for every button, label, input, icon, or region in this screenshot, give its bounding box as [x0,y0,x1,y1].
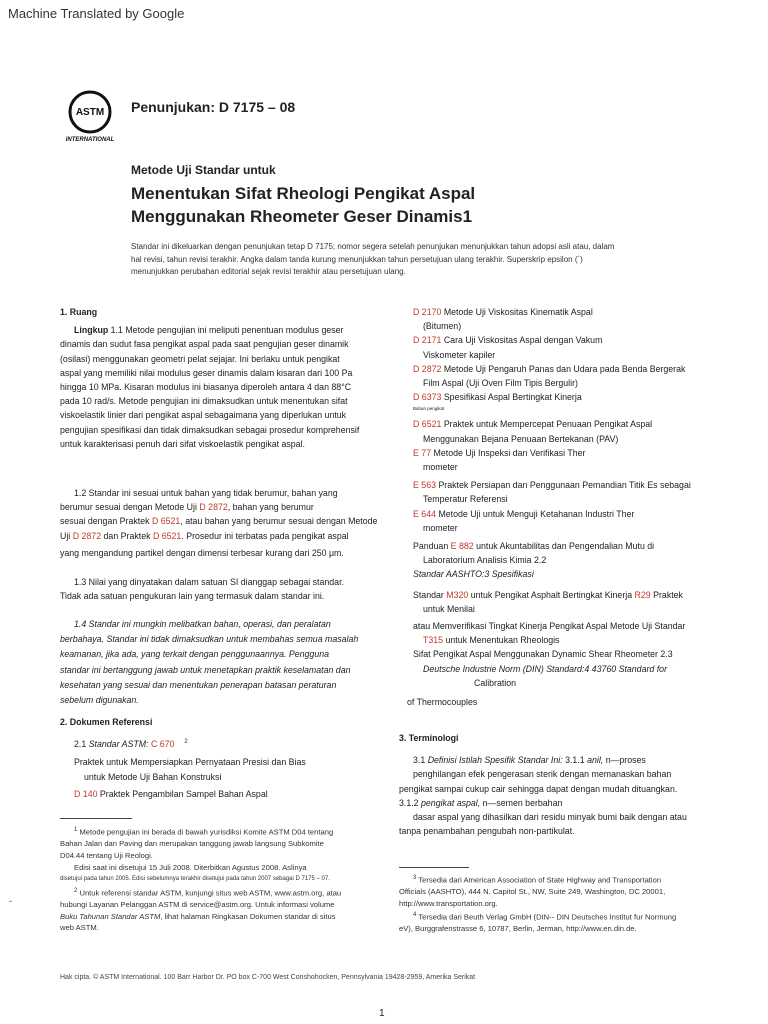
ref-item: T315 untuk Menentukan Rheologis [423,635,560,646]
ref-link-d2171[interactable]: D 2171 [413,335,442,346]
para-line: 1.2 Standar ini sesuai untuk bahan yang tidak berumur, bahan yang [74,488,338,498]
ref-title: untuk Metode Uji Bahan Konstruksi [84,771,222,782]
paragraph-1-2 [60,486,390,560]
footnote-rule [60,818,132,819]
para-line: sesuai dengan Praktek D 6521, atau bahan yang berumur sesuai dengan Metode [60,516,378,527]
ref-link-d2170[interactable]: D 2170 [413,307,442,317]
reference-list [399,305,719,709]
copyright-notice: Hak cipta. © ASTM International. 100 Barr Harbor Dr. PO box C-700 West Conshohocken, Pennsylvania 19428-2959, Amerika Serikat [60,974,476,981]
ref-title: of Thermocouples [407,697,478,708]
para-line: berumur sesuai dengan Metode Uji D 2872, bahan yang berumur [60,502,314,513]
para-line: penghilangan efek pengerasan sterik dengan memanaskan bahan [413,769,672,780]
designation: Penunjukan: D 7175 – 08 [131,99,296,115]
para-line: berbahaya. Standar ini tidak dimaksudkan untuk membahas semua masalah [60,634,359,645]
ref-link-r29[interactable]: R29 [634,589,651,600]
ref-link-d2872[interactable]: D 2872 [413,363,442,374]
ref-link-d6521[interactable]: D 6521 [413,419,442,430]
para-line: standar ini bertanggung jawab untuk menetapkan praktik keselamatan dan [60,664,351,675]
para-line: aspal yang memiliki nilai modulus geser dinamis dalam kisaran dari 100 Pa [60,367,353,378]
para-line: viskoelastik linier dari pengikat aspal sebagaimana yang diperlukan untuk [60,410,347,421]
ref-item: E 563 Praktek Persiapan dan Penggunaan Pemandian Titik Es sebagai [413,480,691,491]
ref-title: Viskometer kapiler [423,349,496,360]
ref-title: Laboratorium Analisis Kimia 2.2 [423,555,547,566]
logo-text: ASTM [75,107,105,118]
ref-item: D 6373 Spesifikasi Aspal Bertingkat Kinerja [413,392,582,403]
ref-title: Praktek untuk Mempersiapkan Pernyataan Presisi dan Bias [74,757,306,768]
para-line: dinamis dan sudut fasa pengikat aspal pada saat pengujian geser dinamik [60,339,349,350]
para-line: keamanan, jika ada, yang terkait dengan penggunaannya. Pengguna [60,649,330,660]
ref-link-t315[interactable]: T315 [423,635,444,646]
ref-title: Sifat Pengikat Aspal Menggunakan Dynamic Shear Rheometer 2.3 [413,649,673,660]
paragraph-1-4 [60,617,390,708]
ref-title: (Bitumen) [423,321,462,332]
ref-item: E 77 Metode Uji Inspeksi dan Verifikasi Ther [413,447,586,458]
intro-line: hal revisi, tahun revisi terakhir. Angka dalam tanda kurung menunjukkan tahun persetujuan ulang terakhir. Superskrip epsilon (´) [131,254,583,264]
para-line: dasar aspal yang dihasilkan dari residu minyak bumi baik dengan atau [413,812,687,823]
intro-line: Standar ini dikeluarkan dengan penunjukan tetap D 7175; nomor segera setelah penunjukan menunjukkan tahun adopsi asli atau, dalam [131,242,615,251]
para-line: kesehatan yang sesuai dan menentukan penerapan batasan peraturan [60,679,337,690]
footnote-line: web ASTM. [60,923,99,933]
ref-item: E 644 Metode Uji untuk Menguji Ketahanan Industri Ther [413,508,635,519]
footnote-line: Buku Tahunan Standar ASTM, lihat halaman Ringkasan Dokumen standar di situs [60,911,336,921]
title-line-3: Menggunakan Rheometer Geser Dinamis1 [131,207,473,226]
para-line: 3.1.2 pengikat aspal, n—semen berbahan [399,797,563,808]
ref-link-d140[interactable]: D 140 [74,788,98,799]
ref-title: mometer [423,522,458,533]
footnote-rule [399,867,469,868]
para-num: 1.1 [108,325,126,336]
ref-title: Calibration [474,677,517,688]
para-line: Uji D 2872 dan Praktek D 6521. Prosedur ini terbatas pada pengikat aspal [60,530,349,541]
footnote-4: $^4$ Tersedia dari Beuth Verlag GmbH (DIN-- DIN Deutsches Institut fur Normung [413,911,677,922]
paragraph-1-3 [60,575,390,603]
paragraph-1-1 [60,323,390,337]
para-line: (osilasi) menggunakan geometri pelat sejajar. Ini berlaku untuk pengikat [60,353,340,364]
section-heading: 1. Ruang [60,307,98,317]
ref-title: Bahan pengikat [413,406,445,412]
footnote-line: hubungi Layanan Pelanggan ASTM di service@astm.org. Untuk informasi volume [60,899,335,909]
footnotes-right [399,873,719,935]
ref-link-m320[interactable]: M320 [446,589,469,600]
section-heading: 3. Terminologi [399,733,459,743]
ref-link-c670[interactable]: C 670 [148,739,175,750]
intro-line: menunjukkan perubahan editorial sejak revisi terakhir atau persetujuan ulang. [131,267,406,276]
section-1-scope [60,305,390,451]
stray-dash: - [9,896,12,906]
din-heading: Deutsche Industrie Norm (DIN) Standard:4 43760 Standard for [423,663,667,674]
ref-link-e563[interactable]: E 563 [413,480,436,491]
para-line: yang mengandung partikel dengan dimensi terbesar kurang dari 250 μm. [60,547,344,558]
ref-item: Panduan E 882 untuk Akuntabilitas dan Pengendalian Mutu di [413,541,655,552]
logo-subtext: INTERNATIONAL [65,137,115,143]
footnote-2: $^2$ Untuk referensi standar ASTM, kunjungi situs web ASTM, www.astm.org, atau [74,887,342,898]
ref-title: atau Memverifikasi Tingkat Kinerja Pengikat Aspal Metode Uji Standar [413,621,686,632]
title-line-1: Metode Uji Standar untuk [131,163,276,177]
ref-title: untuk Menilai [423,603,475,614]
footnotes-left [60,825,390,934]
ref-link-d2872[interactable]: D 2872 [199,502,228,513]
footnote-line: Edisi saat ini disetujui 15 Juli 2008. Diterbitkan Agustus 2008. Aslinya [74,862,307,872]
title-line-2: Menentukan Sifat Rheologi Pengikat Aspal [131,184,476,203]
ref-item: D 2171 Cara Uji Viskositas Aspal dengan Vakum [413,335,603,346]
ref-title: Film Aspal (Uji Oven Film Tipis Bergulir) [423,378,578,389]
footnote-line: Bahan Jalan dan Paving dan merupakan tanggung jawab langsung Subkomite [60,839,324,849]
ref-link-e644[interactable]: E 644 [413,508,436,519]
para-text: Metode pengujian ini meliputi penentuan modulus geser [125,325,344,336]
footnote-1: $^1$ Metode pengujian ini berada di bawah yurisdiksi Komite ASTM D04 tentang [74,827,334,837]
ref-item: Standar M320 untuk Pengikat Asphalt Bertingkat Kinerja R29 Praktek [413,589,683,600]
footnote-line: http://www.transportation.org. [399,899,498,909]
scope-label: Lingkup [74,325,109,336]
ref-link-e77[interactable]: E 77 [413,447,432,458]
ref-title: mometer [423,462,458,473]
section-3-terminology [399,731,719,838]
section-2-references [60,715,390,801]
page-number: 1 [379,1008,385,1019]
footnote-line: Officials (AASHTO), 444 N. Capitol St., NW, Suite 249, Washington, DC 20001, [399,887,666,897]
machine-translated-banner: Machine Translated by Google [8,6,185,21]
para-line: pengikat sampai cukup cair sehingga dapat dengan mudah dituangkan. [399,783,678,794]
para-line: 1.4 Standar ini mungkin melibatkan bahan, operasi, dan peralatan [74,619,331,629]
ref-link-d6521[interactable]: D 6521 [151,516,181,527]
ref-item: D 6521 Praktek untuk Mempercepat Penuaan Pengikat Aspal [413,419,653,430]
ref-title: Temperatur Referensi [423,494,508,505]
para-line: hingga 10 MPa. Kisaran modulus ini biasanya diperoleh antara 4 dan 88°C [60,382,352,393]
footnote-3: $^3$ Tersedia dari American Association of State Highway and Transportation [413,875,662,885]
para-line: tanpa penambahan pengubah non-partikulat. [399,826,575,837]
ref-item: D 2170 Metode Uji Viskositas Kinematik Aspal [413,307,593,317]
para-line: pengujian spesifikasi dan tidak dimaksudkan sebagai prosedur komprehensif [60,424,360,435]
aashto-heading: Standar AASHTO:3 Spesifikasi [413,569,534,580]
para-line: untuk karakterisasi penuh dari sifat viskoelastik pengikat aspal. [60,438,305,449]
ref-link-d6373[interactable]: D 6373 [413,392,442,403]
paragraph-3-1: 3.1 Definisi Istilah Spesifik Standar Ini: 3.1.1 anil, n—proses [413,755,646,766]
section-heading: 2. Dokumen Referensi [60,717,153,727]
ref-item: D 2872 Metode Uji Pengaruh Panas dan Udara pada Benda Bergerak [413,363,686,374]
ref-link-d6521[interactable]: D 6521 [152,530,182,541]
astm-logo [60,88,120,144]
ref-item-d140: D 140 Praktek Pengambilan Sampel Bahan Aspal [74,788,268,799]
footnote-line: disetujui pada tahun 2005. Edisi sebelumnya terakhir disetujui pada tahun 2007 sebagai D 7175 – 07. [60,875,330,882]
footnote-line: D04.44 tentang Uji Reologi. [60,851,153,861]
ref-title: Menggunakan Bejana Penuaan Bertekanan (PAV) [423,433,619,444]
issuance-note [131,241,651,279]
para-line: 1.3 Nilai yang dinyatakan dalam satuan SI dianggap sebagai standar. [74,577,344,587]
paragraph-2-1: 2.1 Standar ASTM: C 670 $^2$ [74,739,188,750]
para-line: sebelum digunakan. [60,695,139,706]
footnote-line: eV), Burggrafenstrasse 6, 10787, Berlin, Jerman, http://www.en.din.de. [399,924,637,934]
ref-link-d2872[interactable]: D 2872 [72,530,102,541]
para-line: pada 10 rad/s. Metode pengujian ini dimaksudkan untuk menentukan sifat [60,396,348,407]
para-line: Tidak ada satuan pengukuran lain yang termasuk dalam standar ini. [60,591,325,602]
ref-link-e882[interactable]: E 882 [450,541,474,552]
